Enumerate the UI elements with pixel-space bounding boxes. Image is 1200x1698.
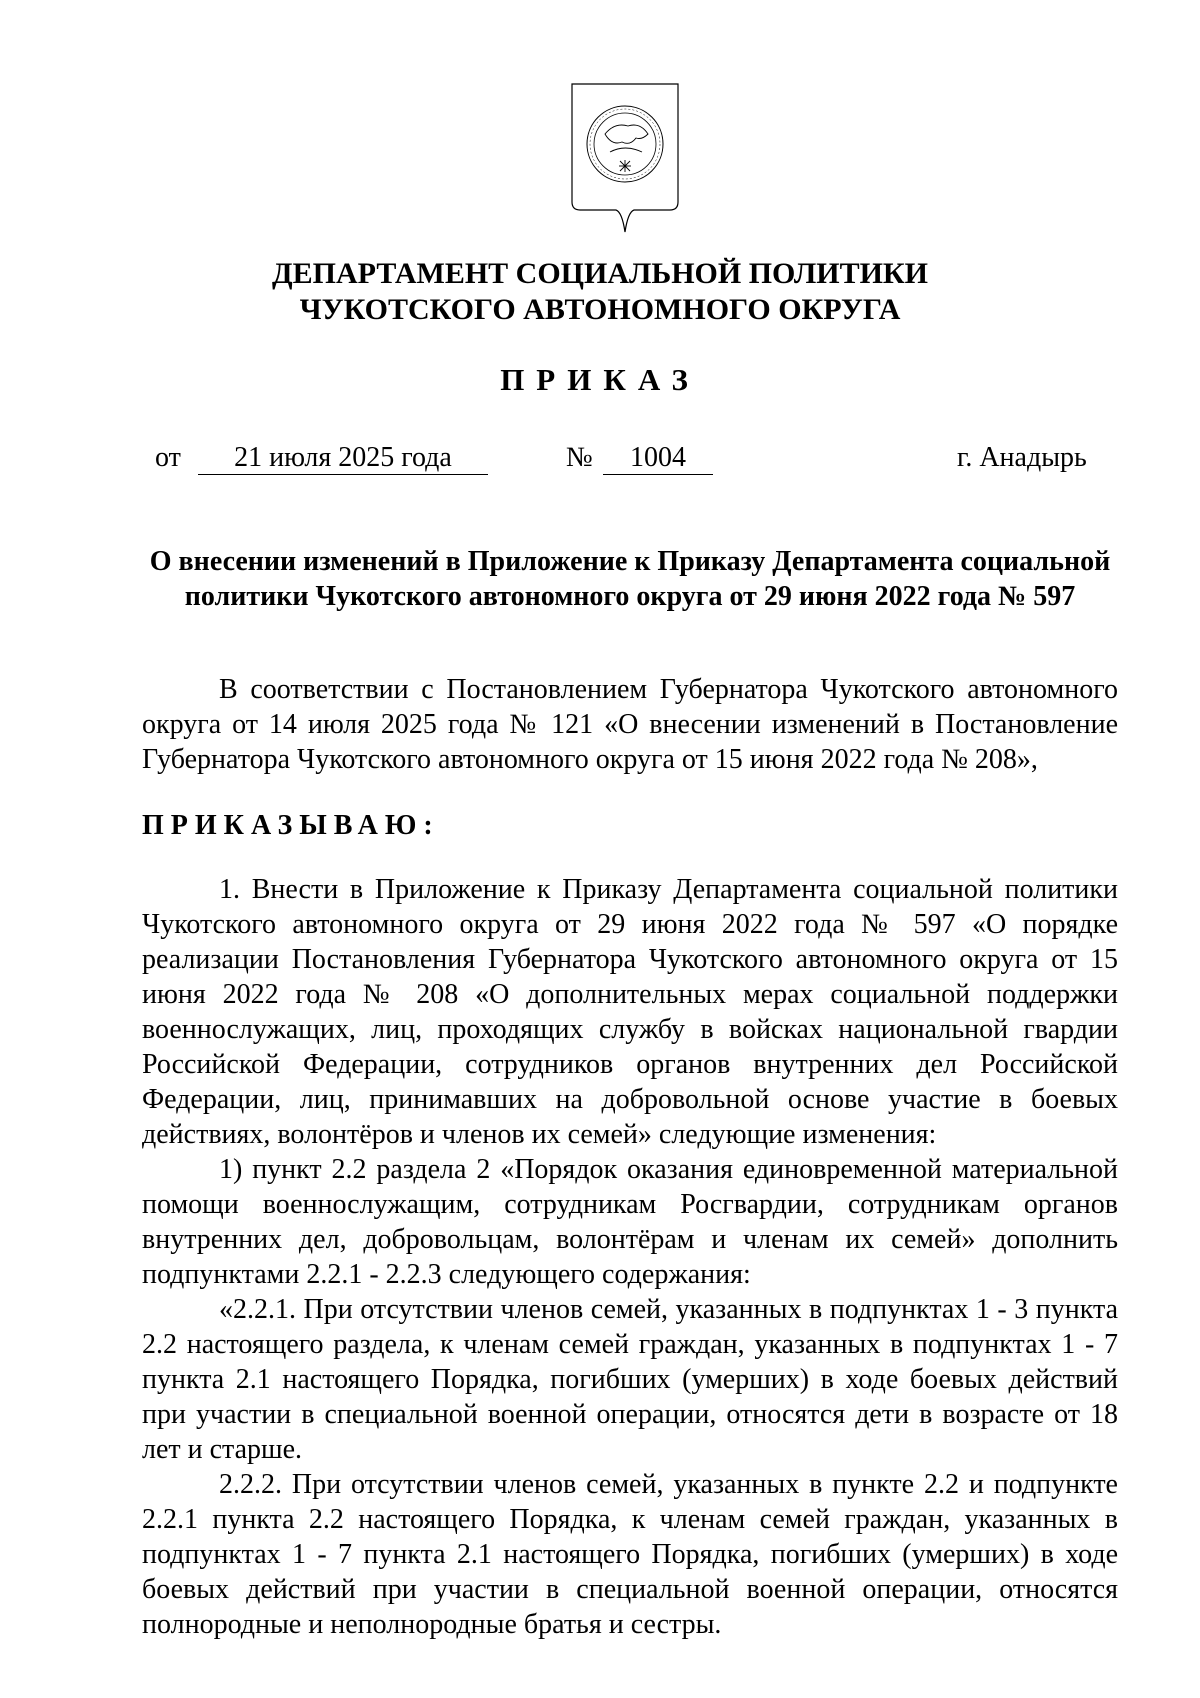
document-subject: О внесении изменений в Приложение к Приказу Департамента социальной политики Чукотского автономного округа от 29 июня 2022 года № 597 [149, 546, 1111, 612]
preamble-block [142, 672, 1118, 777]
document-number: 1004 [603, 442, 713, 475]
order-items-block [142, 872, 1118, 1642]
preamble-paragraph: В соответствии с Постановлением Губернатора Чукотского автономного округа от 14 июля 2025 года № 121 «О внесении изменений в Постановление Губернатора Чукотского автономного округа от 15 июня 2022 года № 208», [142, 674, 1118, 775]
document-date: 21 июля 2025 года [198, 442, 488, 475]
department-name-line1: ДЕПАРТАМЕНТ СОЦИАЛЬНОЙ ПОЛИТИКИ [271, 257, 928, 290]
paragraph-2-2-1: «2.2.1. При отсутствии членов семей, указанных в подпунктах 1 - 3 пункта 2.2 настоящего раздела, к членам семей граждан, указанных в подпунктах 1 - 7 пункта 2.1 настоящего Порядка, погибших (умерших) в ходе боевых действий при участии в специальной военной операции, относятся дети в возрасте от 18 лет и старше. [142, 1294, 1118, 1465]
date-prefix-label: от [155, 442, 181, 473]
ordering-word: ПРИКАЗЫВАЮ: [142, 810, 440, 841]
number-label: № [566, 442, 593, 473]
department-name-line2: ЧУКОТСКОГО АВТОНОМНОГО ОКРУГА [299, 293, 901, 326]
paragraph-subitem-1: 1) пункт 2.2 раздела 2 «Порядок оказания единовременной материальной помощи военнослужащим, сотрудникам Росгвардии, сотрудникам органов внутренних дел, добровольцам, волонтёрам и членам их семей» дополнить подпунктами 2.2.1 - 2.2.3 следующего содержания: [142, 1154, 1118, 1290]
document-type-title: ПРИКАЗ [500, 362, 700, 397]
document-city: г. Анадырь [957, 442, 1087, 473]
coat-of-arms-icon [570, 82, 680, 234]
paragraph-item-1: 1. Внести в Приложение к Приказу Департамента социальной политики Чукотского автономного округа от 29 июня 2022 года № 597 «О порядке реализации Постановления Губернатора Чукотского автономного округа от 15 июня 2022 года № 208 «О дополнительных мерах социальной поддержки военнослужащих, лиц, проходящих службу в войсках национальной гвардии Российской Федерации, сотрудников органов внутренних дел Российской Федерации, лиц, принимавших на добровольной основе участие в боевых действиях, волонтёров и членов их семей» следующие изменения: [142, 874, 1118, 1150]
paragraph-2-2-2: 2.2.2. При отсутствии членов семей, указанных в пункте 2.2 и подпункте 2.2.1 пункта 2.2 настоящего Порядка, к членам семей граждан, указанных в подпунктах 1 - 7 пункта 2.1 настоящего Порядка, погибших (умерших) в ходе боевых действий при участии в специальной военной операции, относятся полнородные и неполнородные братья и сестры. [142, 1469, 1118, 1640]
